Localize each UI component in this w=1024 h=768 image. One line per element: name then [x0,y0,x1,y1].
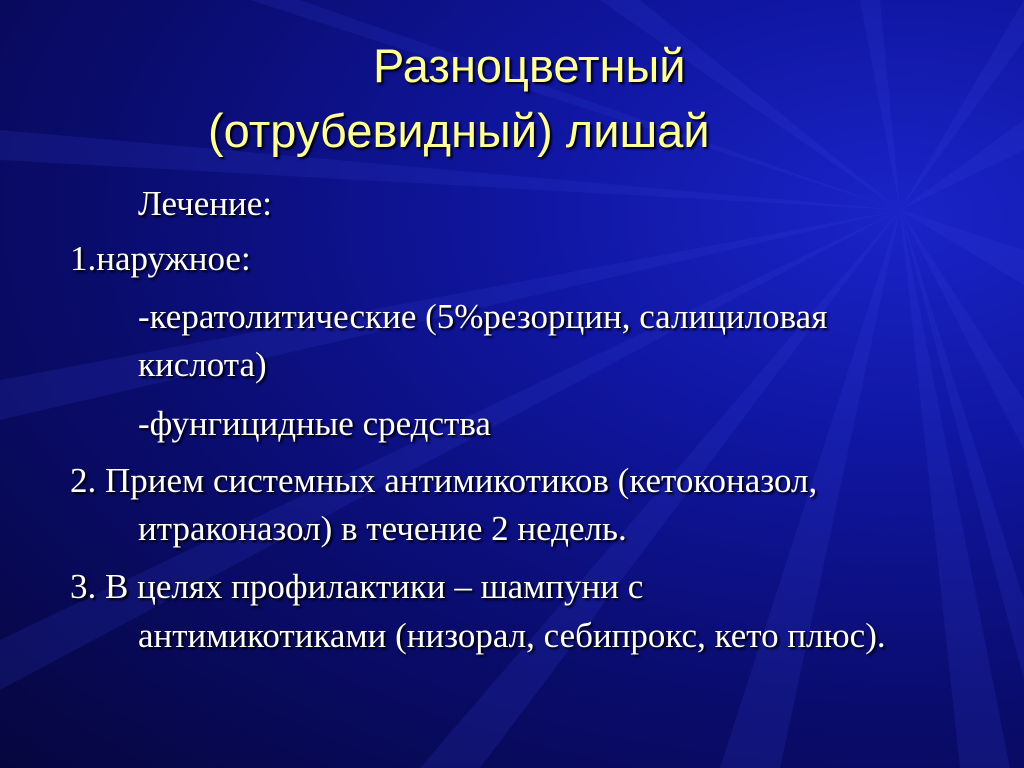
list-subitem-keratolytic: -кератолитические (5%резорцин, салициловая [138,297,828,336]
list-subitem-fungicidal: -фунгицидные средства [138,404,491,443]
list-item-3-prevention: 3. В целях профилактики – шампуни с [70,567,644,606]
slide-title-line-2: (отрубевидный) лишай [208,104,710,157]
treatment-heading: Лечение: [138,184,273,223]
list-item-2-systemic-cont: итраконазол) в течение 2 недель. [138,509,627,548]
list-subitem-keratolytic-cont: кислота) [138,345,267,384]
list-item-2-systemic: 2. Прием системных антимикотиков (кетоконазол, [70,461,818,500]
list-item-3-prevention-cont: антимикотиками (низорал, себипрокс, кето плюс). [138,616,886,655]
list-item-1-external: 1.наружное: [70,239,251,278]
slide-title-line-1: Разноцветный [373,39,686,92]
